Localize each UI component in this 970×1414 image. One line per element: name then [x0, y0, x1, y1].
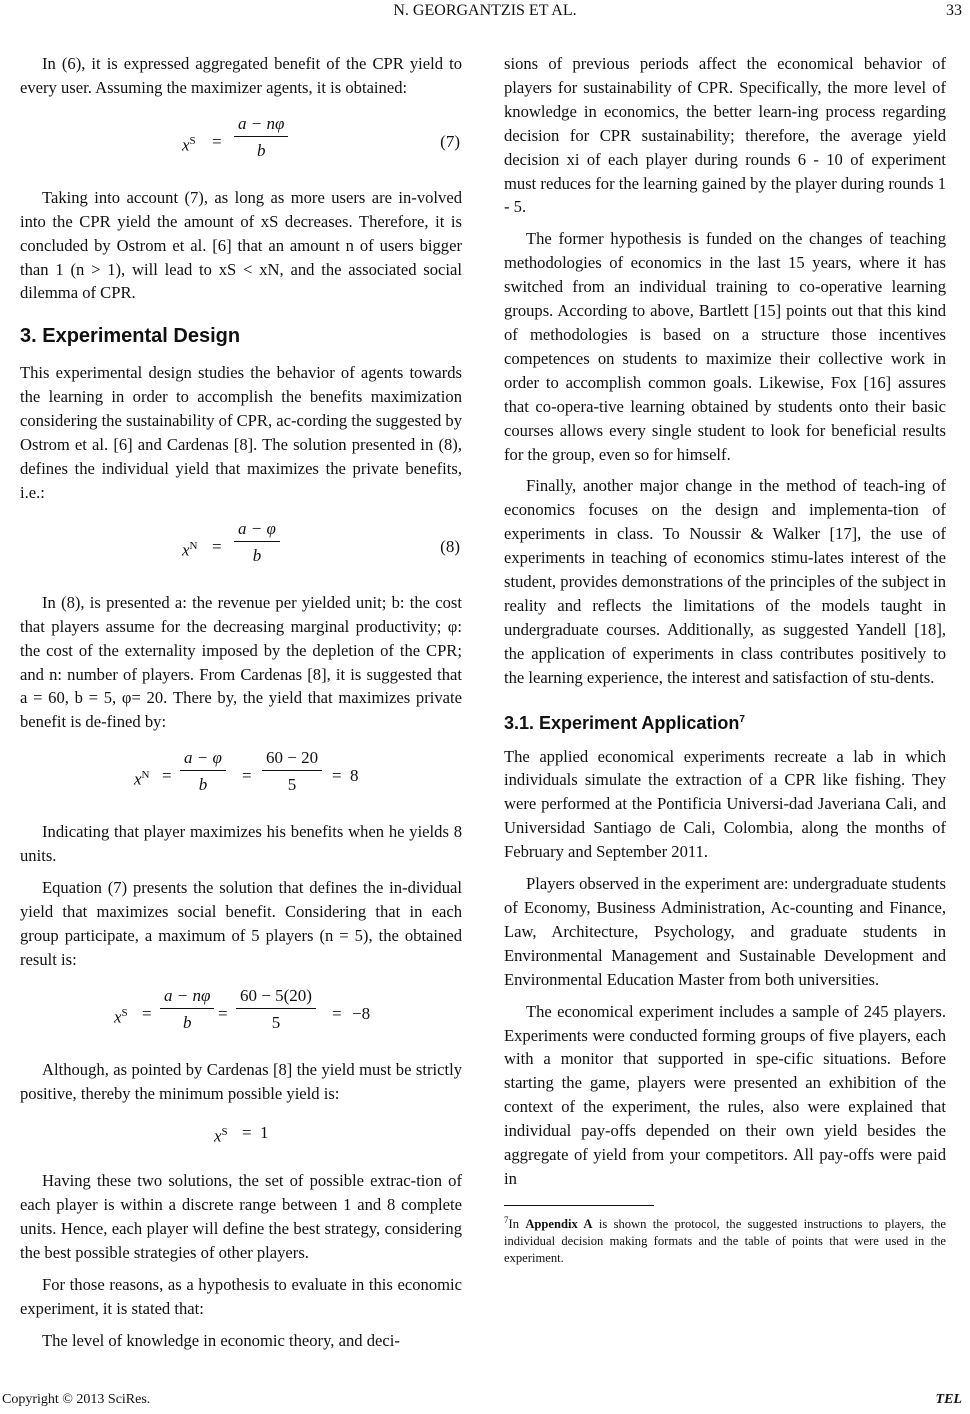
equation-number: (7)	[440, 131, 460, 151]
footnote-divider	[504, 1205, 654, 1206]
fraction: $\frac{60 - 5(20)}{5}$	[236, 984, 316, 1035]
paragraph: The applied economical experiments recreate a lab in which individuals simulate the extraction of a CPR like fishing. They were performed at the Pontificia Universi-dad Javeriana Cali, and Universidad Santiago de Cali, Colombia, along the months of February and September 2011.	[504, 746, 946, 862]
paragraph: The level of knowledge in economic theory, and deci-	[42, 1330, 400, 1350]
paragraph: Equation (7) presents the solution that defines the in-dividual yield that maximizes social benefit. Considering that in each group participate, a maximum of 5 players (n = 5), the obtained result is:	[20, 878, 462, 969]
equation-7: $x^S$ = $\frac{a - n\varphi}{b}$ (7)	[20, 108, 462, 174]
fraction: $\frac{a - n\varphi}{b}$	[234, 112, 288, 163]
running-head	[0, 2, 970, 24]
equation-private-yield: $x^N$ = $\frac{a - \varphi}{b}$ = $\frac{60 - 20}{5}$ = 8	[20, 742, 462, 808]
equation-min-yield: $x^S$ = 1	[214, 1123, 269, 1147]
paragraph: In (8), is presented a: the revenue per yielded unit; b: the cost that players assume for the decreasing marginal productivity; φ: the cost of the externality imposed by the depletion of the CPR; and n: number of players. From Cardenas [8], it is suggested that a = 60, b = 5, φ= 20. There by, the yield that maximizes private benefit is de-fined by:	[20, 592, 462, 732]
left-column	[20, 52, 462, 1361]
paragraph: sions of previous periods affect the economical behavior of players for sustainability of CPR. Specifically, the more level of knowledge in economics, the better learn-ing process regarding decision for CPR sustainability; therefore, the average yield decision xi of each player during rounds 6 - 10 of experiment must reduces for the learning gained by the player during rounds 1 - 5.	[504, 54, 946, 217]
journal-abbrev: TEL	[935, 1392, 962, 1407]
fraction: $\frac{a - n\varphi}{b}$	[160, 984, 214, 1035]
copyright: Copyright © 2013 SciRes.	[2, 1392, 151, 1407]
paragraph: Having these two solutions, the set of possible extrac-tion of each player is within a discrete range between 1 and 8 complete units. Hence, each player will define the best strategy, considering the best possible strategies of other players.	[20, 1171, 462, 1263]
footnote-mark: 7	[739, 713, 745, 725]
paragraph: Finally, another major change in the method of teach-ing of economics focuses on the design and implementa-tion of experiments in class. To Noussir & Walker [17], the use of experiments in teaching of economics stimu-lates interest of the student, provides demonstrations of the principles of the subject in reality and reflects the limitations of the models taught in undergraduate courses. Additionally, as suggested Yandell [18], the application of experiments in class contributes positively to the learning experience, the interest and satisfaction of stu-dents.	[504, 476, 946, 687]
paragraph: This experimental design studies the behavior of agents towards the learning in order to accomplish the benefits maximization considering the sustainability of CPR, ac-cording the suggested by Ostrom et al. [6] and Cardenas [8]. The solution presented in (8), defines the individual yield that maximizes the private benefits, i.e.:	[20, 363, 462, 502]
subsection-title: 3.1. Experiment Application$^7$	[504, 712, 745, 733]
fraction: $\frac{a - \varphi}{b}$	[180, 746, 226, 797]
equation-8: $x^N$ = $\frac{a - \varphi}{b}$ (8)	[20, 513, 462, 579]
right-column	[504, 52, 946, 1267]
paragraph: Players observed in the experiment are: undergraduate students of Economy, Business Administration, Ac-counting and Finance, Law, Architecture, Psychology, and graduate students in Environmental Management and Sustainable Development and Environmental Education Master from both universities.	[504, 874, 946, 989]
running-title: N. GEORGANTZIS ET AL.	[393, 2, 577, 19]
footnote: $^7$In Appendix A is shown the protocol, the suggested instructions to players, the individual decision making formats and the table of points that were used in the experiment.	[504, 1214, 947, 1266]
paragraph: Taking into account (7), as long as more users are in-volved into the CPR yield the amount of xS decreases. Therefore, it is concluded by Ostrom et al. [6] that an amount n of users bigger than 1 (n > 1), will lead to xS < xN, and the associated social dilemma of CPR.	[20, 187, 462, 303]
section-title: 3. Experimental Design	[20, 325, 241, 348]
fraction: $\frac{60 - 20}{5}$	[262, 746, 322, 797]
paragraph: The former hypothesis is funded on the changes of teaching methodologies of economics in the last 15 years, where it has switched from an individual training to co-operative learning groups. According to above, Bartlett [15] points out that this kind of methodologies is based on a structure those incentives competences on students to maximize their collective work in order to accomplish common goals. Likewise, Fox [16] assures that co-opera-tive learning obtained by students onto their basic courses allows every single student to look for beneficial results for the group, even so for himself.	[504, 229, 946, 464]
page-number: 33	[946, 2, 962, 19]
paragraph: The economical experiment includes a sample of 245 players. Experiments were conducted forming groups of five players, each with a monitor that supported in spe-cific situations. Before starting the game, players were presented an exhibition of the context of the experiment, the rules, also were explained that individual pay-offs depended on their own yield besides the aggregate of yield from your competitors. All pay-offs were paid in	[504, 1001, 946, 1188]
paragraph: Indicating that player maximizes his benefits when he yields 8 units.	[20, 822, 462, 866]
equation-number: (8)	[440, 536, 460, 556]
paragraph: Although, as pointed by Cardenas [8] the yield must be strictly positive, thereby the minimum possible yield is:	[20, 1059, 462, 1103]
paragraph: In (6), it is expressed aggregated benefit of the CPR yield to every user. Assuming the maximizer agents, it is obtained:	[20, 54, 462, 97]
equation-social-yield: $x^S$ = $\frac{a - n\varphi}{b}$ = $\frac{60 - 5(20)}{5}$ = −8	[20, 980, 462, 1046]
paragraph: For those reasons, as a hypothesis to evaluate in this economic experiment, it is stated that:	[20, 1275, 462, 1318]
fraction: $\frac{a - \varphi}{b}$	[234, 517, 280, 568]
